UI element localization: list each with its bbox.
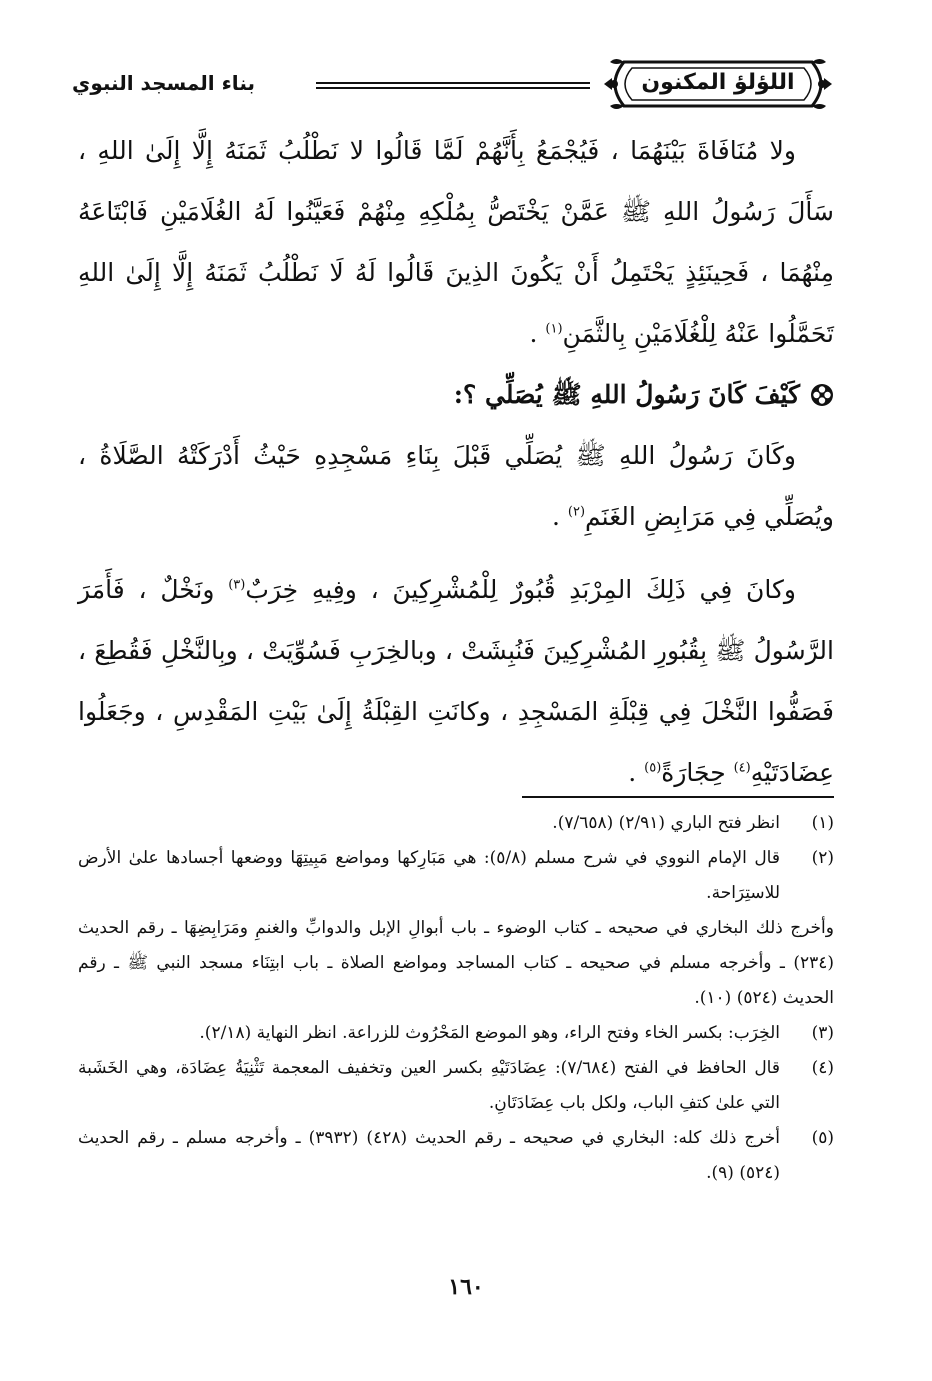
paragraph-text: وكَانَ رَسُولُ اللهِ ﷺ يُصَلِّي قَبْلَ بِنَاءِ مَسْجِدِهِ حَيْثُ أَدْرَكَتْهُ الصَّلَاةُ ، ويُصَلِّي فِي مَرَابِضِ الغَنَمِ bbox=[78, 441, 834, 531]
footnote-text: الخِرَب: بكسر الخاء وفتح الراء، وهو الموضع المَحْرُوث للزراعة. انظر النهاية (٢/١٨). bbox=[199, 1023, 780, 1043]
footnote bbox=[78, 1121, 834, 1191]
footnotes bbox=[78, 806, 834, 1191]
page-number: ١٦٠ bbox=[448, 1274, 484, 1300]
section-heading bbox=[78, 364, 834, 425]
footnote-text: قال الحافظ في الفتح (٧/٦٨٤): عِضَادَتَيْهِ بكسر العين وتخفيف المعجمة تَثْنِيَةُ عِضَادَة، وهي الخَشَبة التي علىٰ كتفِ الباب، ولكل باب عِضَادَتَانِ. bbox=[78, 1058, 780, 1113]
footnote-continuation: وأخرج ذلك البخاري في صحيحه ـ كتاب الوضوء ـ باب أبوالِ الإبل والدوابِّ والغنمِ ومَرَابِضِهَا ـ رقم الحديث (٢٣٤) ـ وأخرجه مسلم في صحيحه ـ كتاب المساجد ومواضع الصلاة ـ باب ابتِنَاء مسجد النبي ﷺ ـ رقم الحديث (٥٢٤) (١٠). bbox=[78, 918, 834, 1008]
footnote-reference: (١) bbox=[545, 321, 563, 337]
paragraph-text: ونَخْلٌ ، فَأَمَرَ الرَّسُولُ ﷺ بِقُبُورِ المُشْرِكِينَ فَنُبِشَتْ ، وبالخِرَبِ فَسُوِّيَتْ ، وبِالنَّخْلِ فَقُطِعَ ، فَصَفُّوا النَّخْلَ فِي قِبْلَةِ المَسْجِدِ ، وكانَتِ القِبْلَةُ إِلَىٰ بَيْتِ المَقْدِسِ ، وجَعَلُوا عِضَادَتَيْهِ bbox=[78, 575, 834, 787]
footnote-reference: (٢) bbox=[567, 504, 586, 520]
footnote bbox=[78, 841, 834, 911]
footnote bbox=[78, 1051, 834, 1121]
footnote-text: أخرج ذلك كله: البخاري في صحيحه ـ رقم الحديث (٤٢٨) (٣٩٣٢) ـ وأخرجه مسلم ـ رقم الحديث (٥٢٤) (٩). bbox=[78, 1128, 780, 1183]
paragraph bbox=[78, 120, 834, 364]
paragraph bbox=[78, 425, 834, 547]
paragraph-text: وكانَ فِي ذَلِكَ المِرْبَدِ قُبُورٌ لِلْمُشْرِكِينَ ، وفِيهِ خِرَبٌ bbox=[245, 575, 797, 604]
paragraph-text: ولا مُنَافَاةَ بَيْنَهُمَا ، فَيُجْمَعُ بِأَنَّهُمْ لَمَّا قَالُوا لا نَطْلُبُ ثَمَنَهُ إِلَّا إِلَىٰ اللهِ ، سَأَلَ رَسُولُ اللهِ ﷺ عَمَّنْ يَخْتَصُّ بِمُلْكِهِ مِنْهُمْ فَعَيَّنُوا لَهُ الغُلَامَيْنِ فَابْتَاعَهُ مِنْهُمَا ، فَحِينَئِذٍ يَحْتَمِلُ أَنْ يَكُونَ الذِينَ قَالُوا لَهُ لَا نَطْلُبُ ثَمَنَهُ إِلَّا إِلَىٰ اللهِ تَحَمَّلُوا عَنْهُ لِلْغُلَامَيْنِ بِالثَّمَنِ bbox=[78, 136, 834, 348]
footnote bbox=[78, 806, 834, 841]
footnote-number: (٣) bbox=[811, 1023, 834, 1043]
footnote-text: انظر فتح الباري (٢/٩١) (٧/٦٥٨). bbox=[552, 813, 780, 833]
footnote-number: (٢) bbox=[811, 848, 834, 868]
paragraph-text: حِجَارَةً bbox=[661, 758, 734, 787]
header-rule bbox=[316, 87, 590, 89]
flower-icon bbox=[810, 383, 834, 407]
footnote-reference: (٣) bbox=[228, 577, 246, 593]
footnote bbox=[78, 1016, 834, 1051]
footnote-number: (٥) bbox=[811, 1128, 834, 1148]
footnote-text: قال الإمام النووي في شرح مسلم (٥/٨): هي مَبَارِكها ومواضع مَبِيتِهَا ووضعها أجسادها علىٰ الأرض للاستِرَاحة. bbox=[78, 848, 780, 903]
page-header bbox=[72, 52, 834, 116]
footnote-number: (٤) bbox=[811, 1058, 834, 1078]
section-heading-text: كَيْفَ كَانَ رَسُولُ اللهِ ﷺ يُصَلِّي ؟: bbox=[453, 380, 800, 409]
footnote-reference: (٤) bbox=[733, 760, 751, 776]
footnote-reference: (٥) bbox=[644, 760, 662, 776]
footnote-separator bbox=[522, 796, 834, 798]
paragraph-end: . bbox=[628, 758, 645, 787]
paragraph-end: . bbox=[551, 502, 568, 531]
chapter-title: بناء المسجد النبوي bbox=[72, 71, 255, 95]
book-title: اللؤلؤ المكنون bbox=[641, 70, 795, 95]
paragraph bbox=[78, 559, 834, 803]
main-text bbox=[78, 120, 834, 803]
book-title-cartouche bbox=[602, 52, 834, 116]
footnote-number: (١) bbox=[811, 813, 834, 833]
paragraph-end: . bbox=[529, 319, 546, 348]
header-rule bbox=[316, 82, 590, 84]
